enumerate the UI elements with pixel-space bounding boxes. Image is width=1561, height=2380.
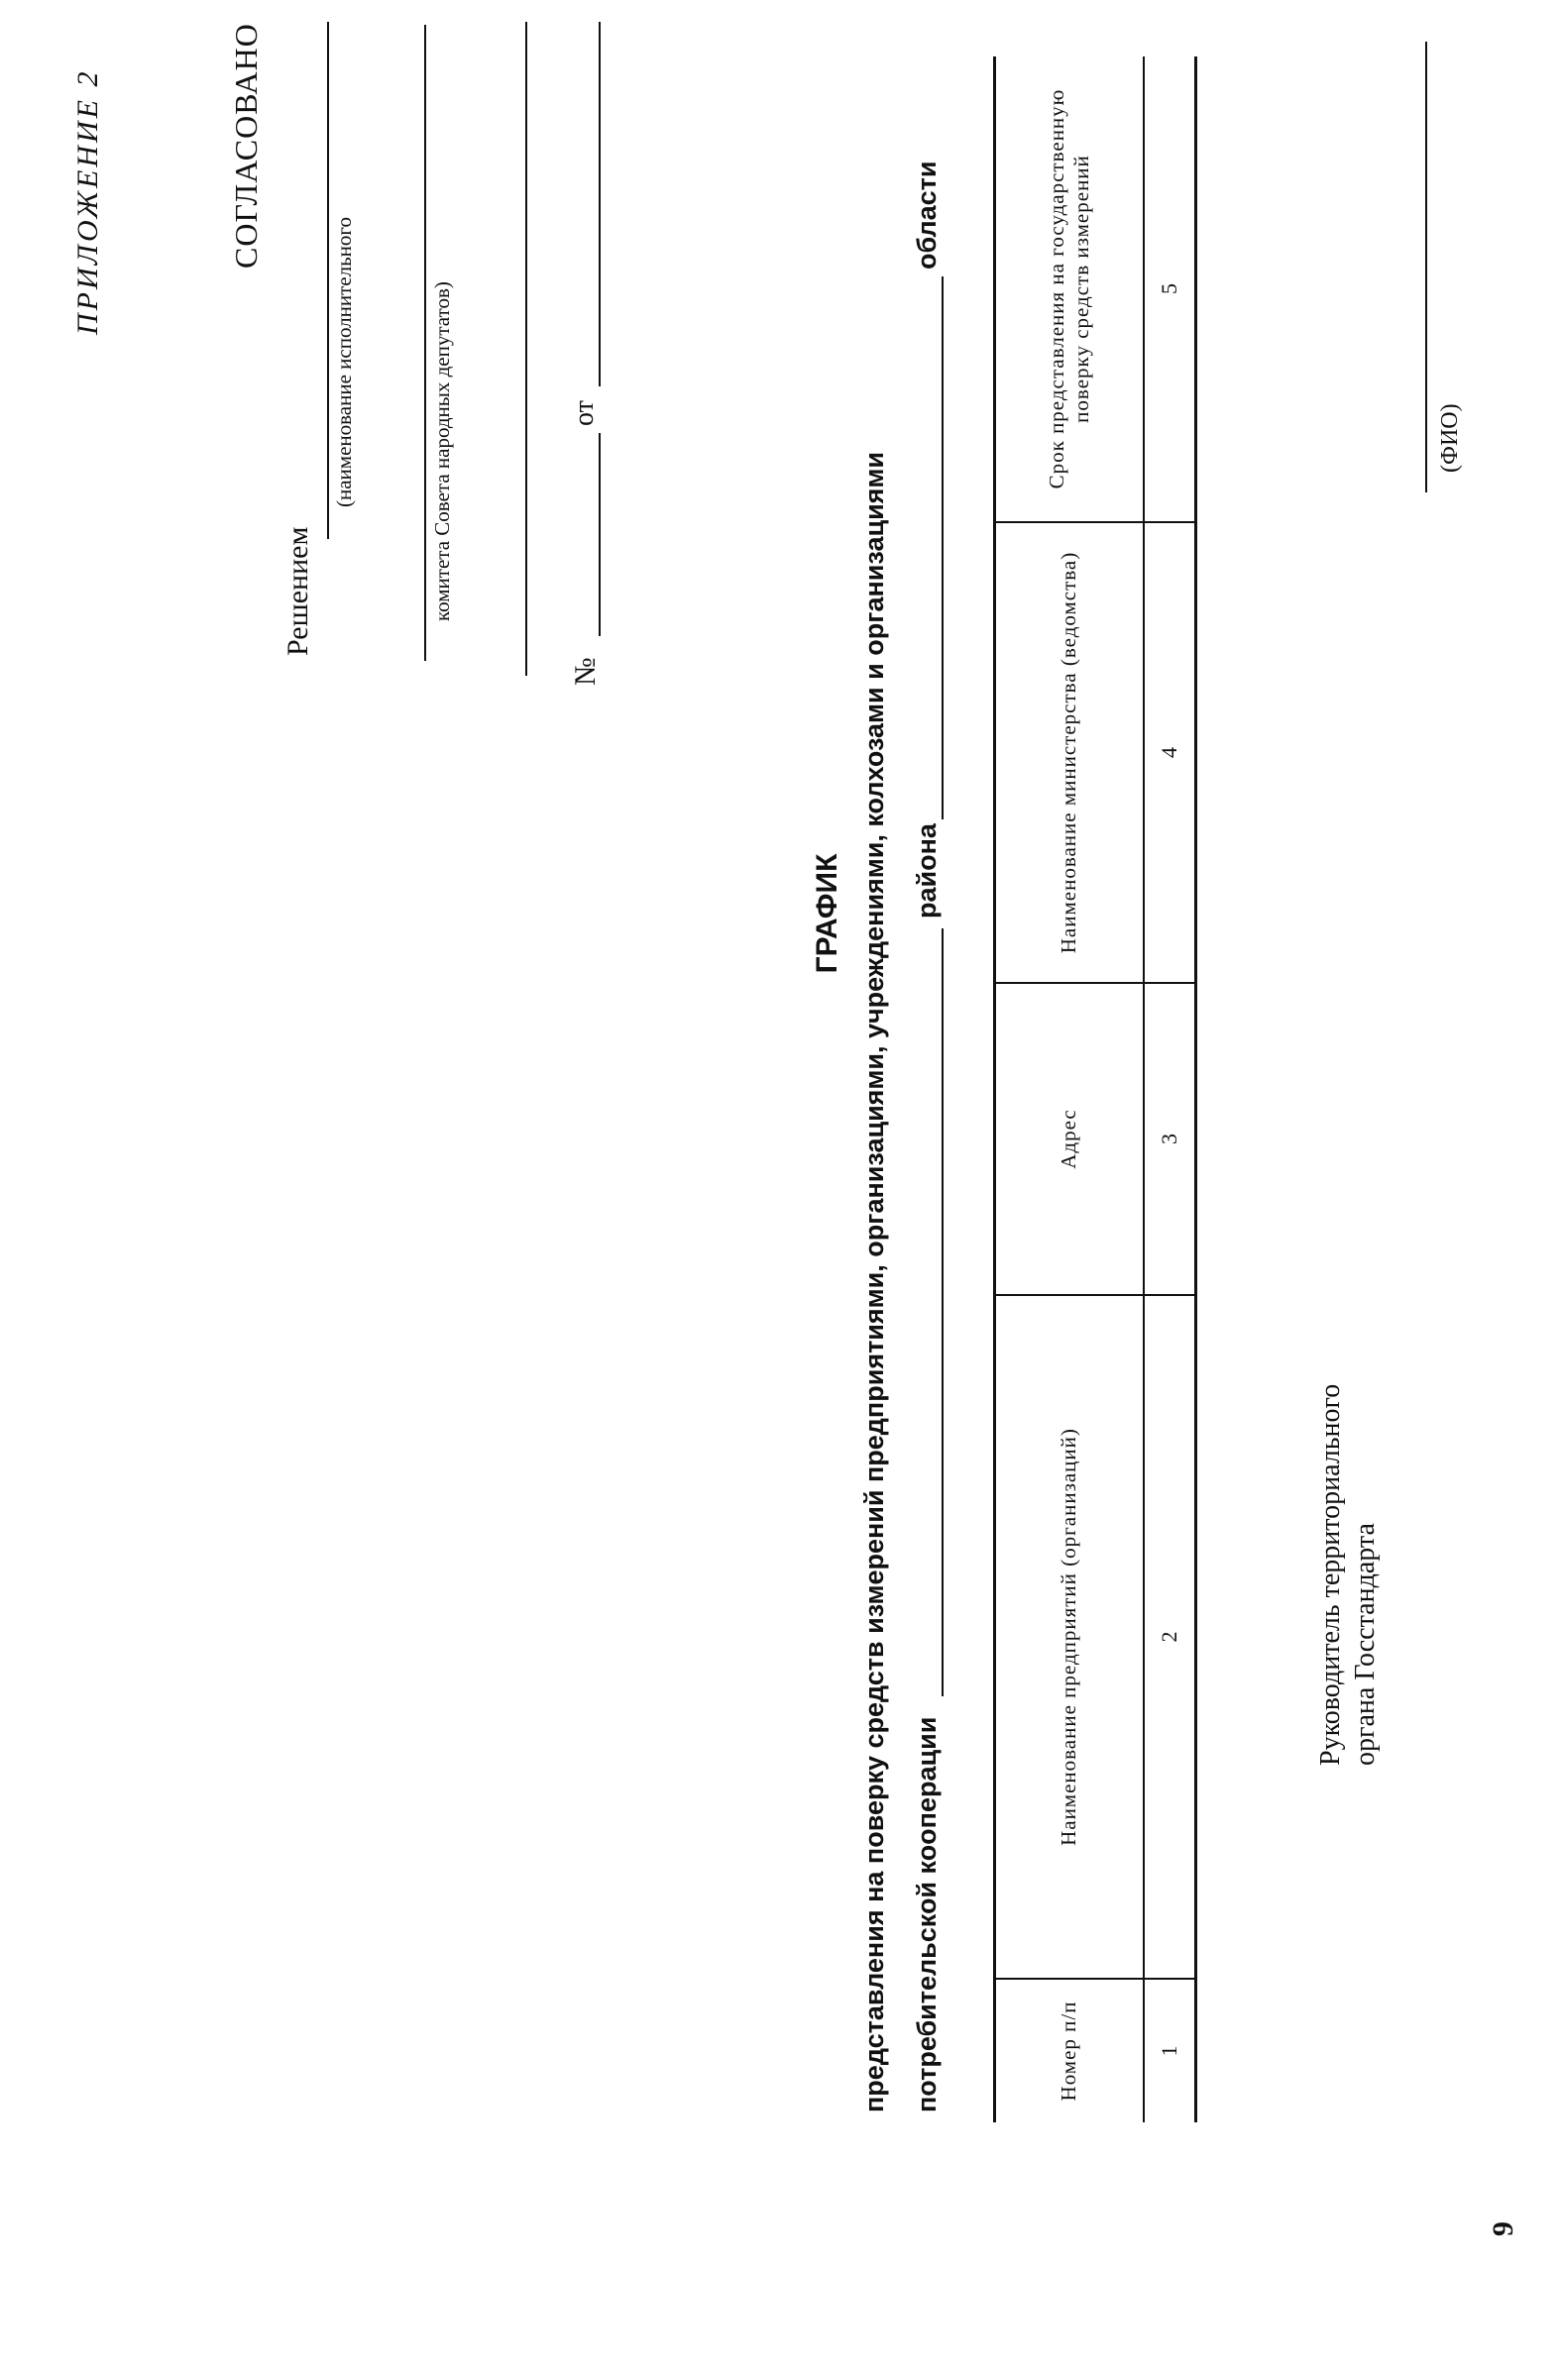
signatory-position: [1313, 1384, 1383, 1766]
name-hint: (ФИО): [1437, 403, 1463, 473]
approval-heading: СОГЛАСОВАНО: [228, 23, 264, 269]
header-number: Номер п/п: [1057, 2001, 1081, 2102]
issuer-hint-line2: комитета Совета народных депутатов): [430, 281, 454, 621]
column-number: 5: [1144, 56, 1196, 522]
district-label: района: [912, 823, 942, 919]
table-header-row: [995, 56, 1145, 2122]
decision-fill-line: [327, 22, 329, 539]
appendix-label: ПРИЛОЖЕНИЕ 2: [71, 68, 104, 335]
district-fill-line: [942, 276, 944, 819]
header-ministry: Наименование министерства (ведомства): [995, 522, 1145, 983]
blank-fill-line: [525, 22, 527, 676]
header-enterprise: Наименование предприятий (организаций): [995, 1295, 1145, 1979]
coop-label: потребительской кооперации: [912, 1716, 942, 2112]
number-label: №: [569, 657, 602, 686]
region-label: области: [912, 161, 942, 270]
date-fill-line: [599, 22, 601, 386]
coop-fill-line: [942, 928, 944, 1696]
schedule-title: ГРАФИК: [811, 853, 843, 974]
header-deadline: Срок представления на государственную поверку средств измерений: [995, 56, 1145, 522]
column-number: 1: [1157, 2045, 1181, 2057]
decision-label: Решением: [281, 526, 314, 656]
signatory-position-line2: органа Госстандарта: [1350, 1523, 1381, 1766]
issuer-hint-line1: (наименование исполнительного: [332, 216, 356, 507]
date-label: от: [569, 400, 600, 426]
number-fill-line: [599, 433, 601, 636]
schedule-subtitle: представления на поверку средств измерений предприятиями, организациями, учреждениями, колхозами и организациями: [859, 452, 889, 2112]
signature-fill-line: [1425, 42, 1427, 492]
page-number: 9: [1487, 2221, 1519, 2236]
column-number: 2: [1144, 1295, 1196, 1979]
signatory-position-line1: Руководитель территориального: [1315, 1383, 1346, 1766]
column-number-row: [1144, 56, 1196, 2122]
column-number: 4: [1144, 522, 1196, 983]
column-number: 3: [1144, 983, 1196, 1295]
schedule-table: [993, 56, 1197, 2122]
header-address: Адрес: [995, 983, 1145, 1295]
issuer-fill-line: [424, 25, 426, 661]
